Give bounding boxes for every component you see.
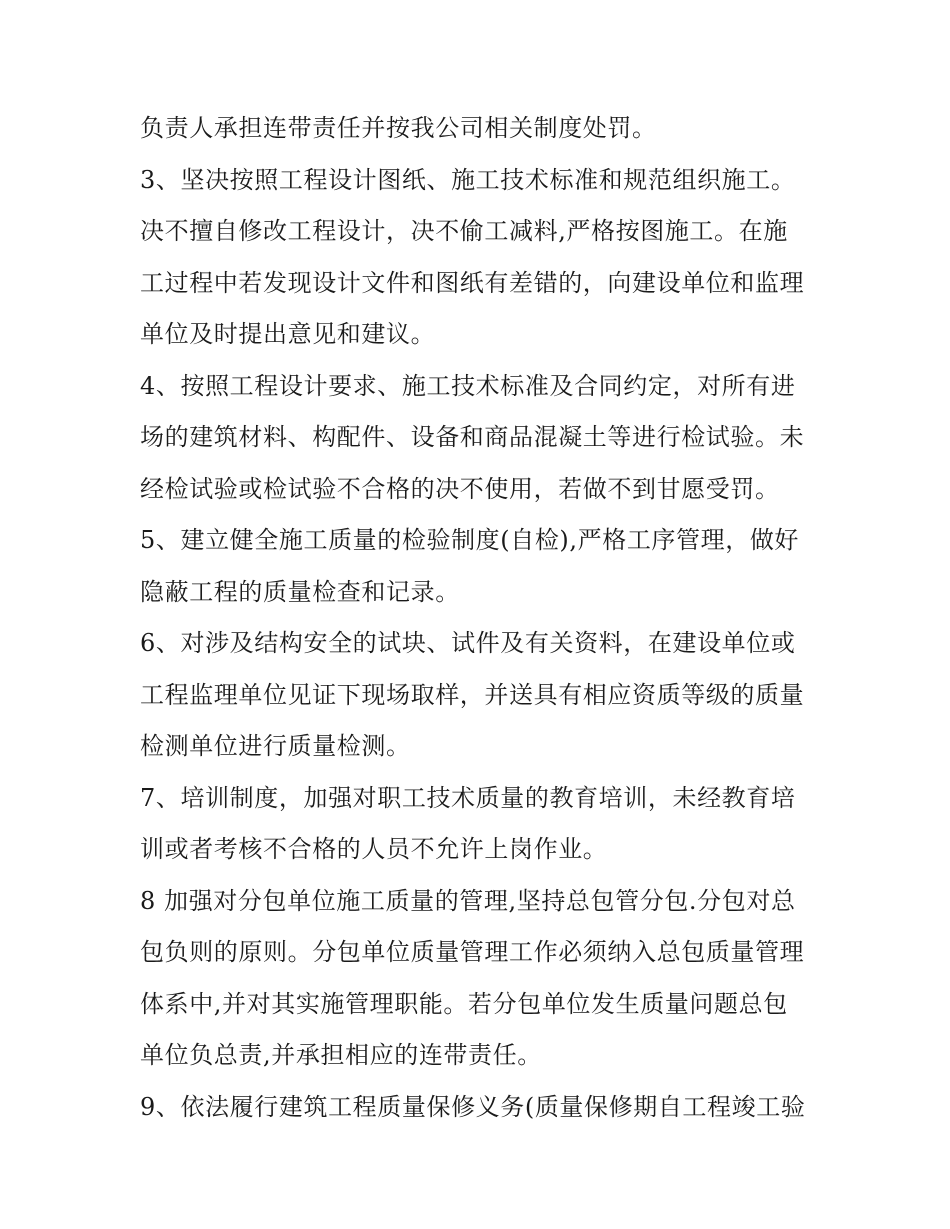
text-line: 6、对涉及结构安全的试块、试件及有关资料，在建设单位或 — [140, 629, 796, 657]
text-line: 体系中,并对其实施管理职能。若分包单位发生质量问题总包 — [140, 989, 788, 1018]
text-line: 决不擅自修改工程设计，决不偷工减料,严格按图施工。在施 — [140, 217, 788, 245]
text-line: 4、按照工程设计要求、施工技术标准及合同约定，对所有进 — [140, 371, 796, 400]
text-line: 负责人承担连带责任并按我公司相关制度处罚。 — [140, 114, 657, 142]
text-line: 5、建立健全施工质量的检验制度(自检),严格工序管理，做好 — [140, 526, 800, 554]
document-body — [140, 103, 820, 1133]
text-line: 训或者考核不合格的人员不允许上岗作业。 — [140, 835, 608, 863]
text-line: 检测单位进行质量检测。 — [140, 732, 411, 760]
text-line: 7、培训制度，加强对职工技术质量的教育培训，未经教育培 — [140, 783, 796, 812]
text-line: 8 加强对分包单位施工质量的管理,坚持总包管分包.分包对总 — [140, 886, 796, 915]
text-line: 工过程中若发现设计文件和图纸有差错的，向建设单位和监理 — [140, 268, 805, 297]
text-line: 单位及时提出意见和建议。 — [140, 320, 436, 348]
text-line: 包负则的原则。分包单位质量管理工作必须纳入总包质量管理 — [140, 938, 805, 966]
text-line: 工程监理单位见证下现场取样，并送具有相应资质等级的质量 — [140, 680, 805, 709]
text-line: 经检试验或检试验不合格的决不使用，若做不到甘愿受罚。 — [140, 474, 780, 503]
text-line: 3、坚决按照工程设计图纸、施工技术标准和规范组织施工。 — [140, 165, 796, 194]
text-line: 场的建筑材料、构配件、设备和商品混凝土等进行检试验。未 — [140, 423, 805, 451]
text-line: 单位负总责,并承担相应的连带责任。 — [140, 1041, 542, 1069]
text-line: 9、依法履行建筑工程质量保修义务(质量保修期自工程竣工验 — [140, 1092, 806, 1121]
text-line: 隐蔽工程的质量检查和记录。 — [140, 577, 460, 606]
